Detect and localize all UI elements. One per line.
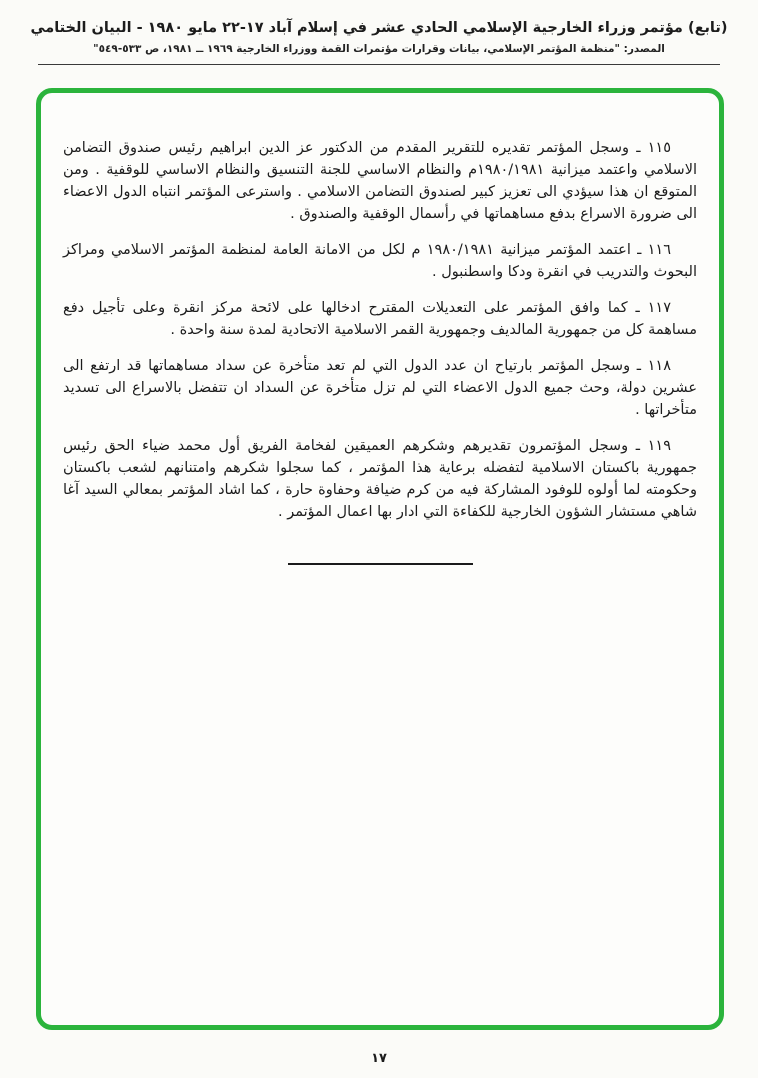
body-paragraph: ١١٥ ـ وسجل المؤتمر تقديره للتقرير المقدم من الدكتور عز الدين ابراهيم رئيس صندوق التضامن الاسلامي واعتمد ميزانية ١٩٨٠/١٩٨١م والنظام الاساسي للجنة التنسيق والنظام الاساسي للوقفية . ومن المتوقع ان هذا سيؤدي الى تعزيز كبير لصندوق التضامن الاسلامي . واسترعى المؤتمر انتباه الدول الاعضاء الى ضرورة الاسراع بدفع مساهماتها في رأسمال الوقفية والصندوق . <box>63 140 697 222</box>
header-title: (تابع) مؤتمر وزراء الخارجية الإسلامي الحادي عشر في إسلام آباد ١٧-٢٢ مايو ١٩٨٠ - البيان الختامي <box>30 20 728 36</box>
section-divider <box>288 563 473 565</box>
page-header <box>0 0 758 65</box>
body-paragraph: ١١٦ ـ اعتمد المؤتمر ميزانية ١٩٨٠/١٩٨١ م لكل من الامانة العامة لمنظمة المؤتمر الاسلامي ومراكز البحوث والتدريب في انقرة ودكا واسطنبول . <box>63 242 697 280</box>
header-source: المصدر: "منظمة المؤتمر الإسلامي، بيانات وقرارات مؤتمرات القمة ووزراء الخارجية ١٩٦٩ ــ ١٩٨١، ص ٥٣٣-٥٤٩" <box>93 43 665 55</box>
body-paragraph: ١١٩ ـ وسجل المؤتمرون تقديرهم وشكرهم العميقين لفخامة الفريق أول محمد ضياء الحق رئيس جمهورية باكستان الاسلامية لتفضله برعاية هذا المؤتمر ، كما سجلوا شكرهم وامتنانهم لشعب باكستان وحكومته لما أولوه للوفود المشاركة فيه من كرم ضيافة وحفاوة حارة ، كما اشاد المؤتمر بمعالي السيد آغا شاهي مستشار الشؤون الخارجية للكفاءة التي ادار بها اعمال المؤتمر . <box>63 438 697 520</box>
body-paragraph: ١١٧ ـ كما وافق المؤتمر على التعديلات المقترح ادخالها على لائحة مركز انقرة وعلى تأجيل دفع مساهمة كل من جمهورية المالديف وجمهورية القمر الاسلامية الاتحادية لمدة سنة واحدة . <box>63 300 697 338</box>
page-number: ١٧ <box>371 1051 387 1066</box>
body-text <box>41 93 719 565</box>
header-rule <box>38 64 720 65</box>
content-frame <box>36 88 724 1030</box>
body-paragraph: ١١٨ ـ وسجل المؤتمر بارتياح ان عدد الدول التي لم تعد متأخرة عن سداد مساهماتها قد ارتفع الى عشرين دولة، وحث جميع الدول الاعضاء التي لم تزل متأخرة عن السداد ان تتفضل بالاسراع الى تسديد متأخراتها . <box>63 358 697 418</box>
